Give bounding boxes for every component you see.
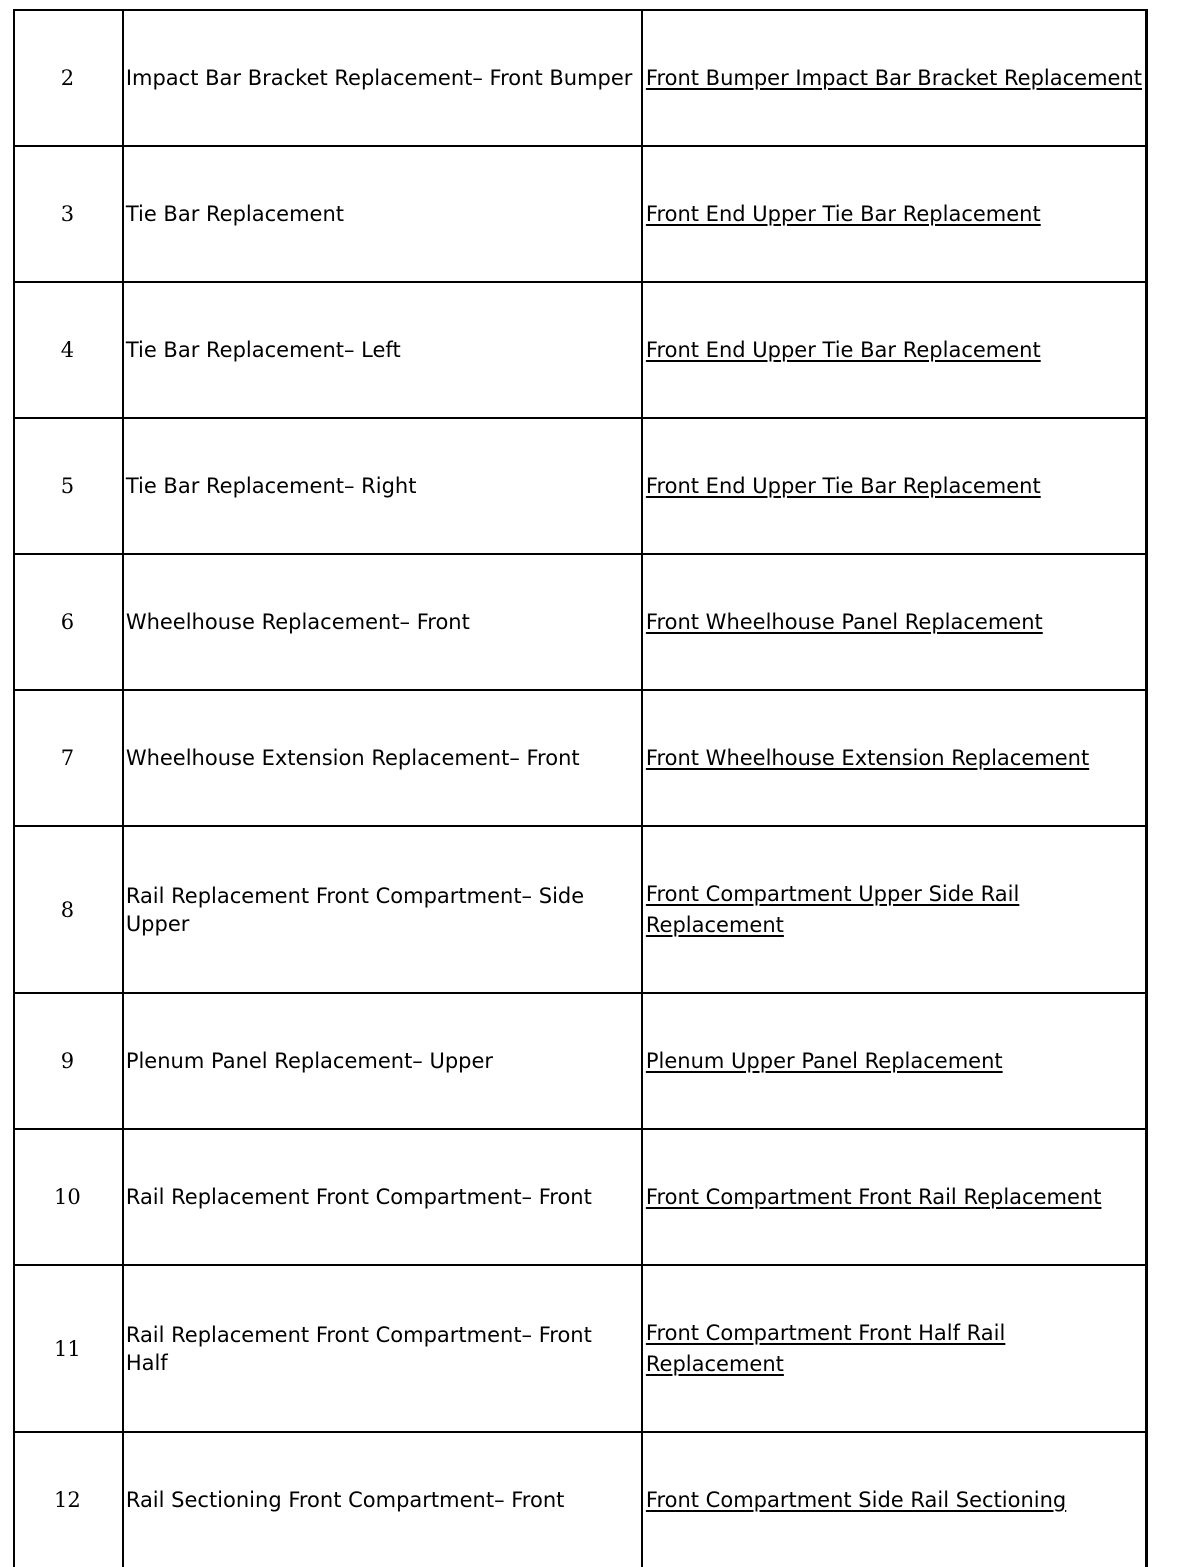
procedure-link[interactable]: Front End Upper Tie Bar Replacement bbox=[645, 201, 1041, 226]
row-description: Wheelhouse Extension Replacement– Front bbox=[122, 691, 639, 825]
row-description: Rail Sectioning Front Compartment– Front bbox=[122, 1433, 639, 1567]
procedure-table bbox=[13, 9, 1148, 1567]
table-row bbox=[13, 1128, 1148, 1264]
row-number: 5 bbox=[13, 419, 120, 553]
row-description: Rail Replacement Front Compartment– Front Half bbox=[122, 1266, 639, 1431]
row-link-cell bbox=[641, 11, 1148, 145]
table-row bbox=[13, 825, 1148, 992]
table-row bbox=[13, 1264, 1148, 1431]
row-number: 10 bbox=[13, 1130, 120, 1264]
row-description: Rail Replacement Front Compartment– Side Upper bbox=[122, 827, 639, 992]
row-number: 11 bbox=[13, 1266, 120, 1431]
procedure-link[interactable]: Front Compartment Front Rail Replacement bbox=[645, 1184, 1102, 1209]
table-row bbox=[13, 9, 1148, 145]
procedure-link[interactable]: Front Wheelhouse Panel Replacement bbox=[645, 609, 1043, 634]
procedure-link[interactable]: Front Compartment Side Rail Sectioning bbox=[645, 1487, 1067, 1512]
row-link-cell bbox=[641, 555, 1148, 689]
table-row bbox=[13, 145, 1148, 281]
table-row bbox=[13, 281, 1148, 417]
table-row bbox=[13, 689, 1148, 825]
row-link-cell bbox=[641, 691, 1148, 825]
row-description: Plenum Panel Replacement– Upper bbox=[122, 994, 639, 1128]
row-number: 2 bbox=[13, 11, 120, 145]
row-number: 9 bbox=[13, 994, 120, 1128]
procedure-link[interactable]: Front Bumper Impact Bar Bracket Replacement bbox=[645, 65, 1142, 90]
row-description: Tie Bar Replacement– Right bbox=[122, 419, 639, 553]
row-number: 6 bbox=[13, 555, 120, 689]
row-link-cell bbox=[641, 419, 1148, 553]
row-link-cell bbox=[641, 147, 1148, 281]
row-number: 4 bbox=[13, 283, 120, 417]
row-number: 12 bbox=[13, 1433, 120, 1567]
row-number: 3 bbox=[13, 147, 120, 281]
row-link-cell bbox=[641, 283, 1148, 417]
row-link-cell bbox=[641, 994, 1148, 1128]
row-link-cell bbox=[641, 1266, 1148, 1431]
table-row bbox=[13, 1431, 1148, 1567]
table-row bbox=[13, 992, 1148, 1128]
table-row bbox=[13, 417, 1148, 553]
row-link-cell bbox=[641, 1433, 1148, 1567]
row-description: Rail Replacement Front Compartment– Front bbox=[122, 1130, 639, 1264]
row-number: 8 bbox=[13, 827, 120, 992]
procedure-link[interactable]: Front Compartment Front Half Rail Replacement bbox=[645, 1320, 1006, 1376]
row-number: 7 bbox=[13, 691, 120, 825]
row-description: Tie Bar Replacement bbox=[122, 147, 639, 281]
table-row bbox=[13, 553, 1148, 689]
procedure-link[interactable]: Plenum Upper Panel Replacement bbox=[645, 1048, 1003, 1073]
procedure-link[interactable]: Front Compartment Upper Side Rail Replacement bbox=[645, 881, 1020, 937]
procedure-link[interactable]: Front Wheelhouse Extension Replacement bbox=[645, 745, 1090, 770]
procedure-link[interactable]: Front End Upper Tie Bar Replacement bbox=[645, 473, 1041, 498]
row-link-cell bbox=[641, 827, 1148, 992]
row-description: Impact Bar Bracket Replacement– Front Bumper bbox=[122, 11, 639, 145]
row-description: Wheelhouse Replacement– Front bbox=[122, 555, 639, 689]
row-link-cell bbox=[641, 1130, 1148, 1264]
row-description: Tie Bar Replacement– Left bbox=[122, 283, 639, 417]
procedure-link[interactable]: Front End Upper Tie Bar Replacement bbox=[645, 337, 1041, 362]
